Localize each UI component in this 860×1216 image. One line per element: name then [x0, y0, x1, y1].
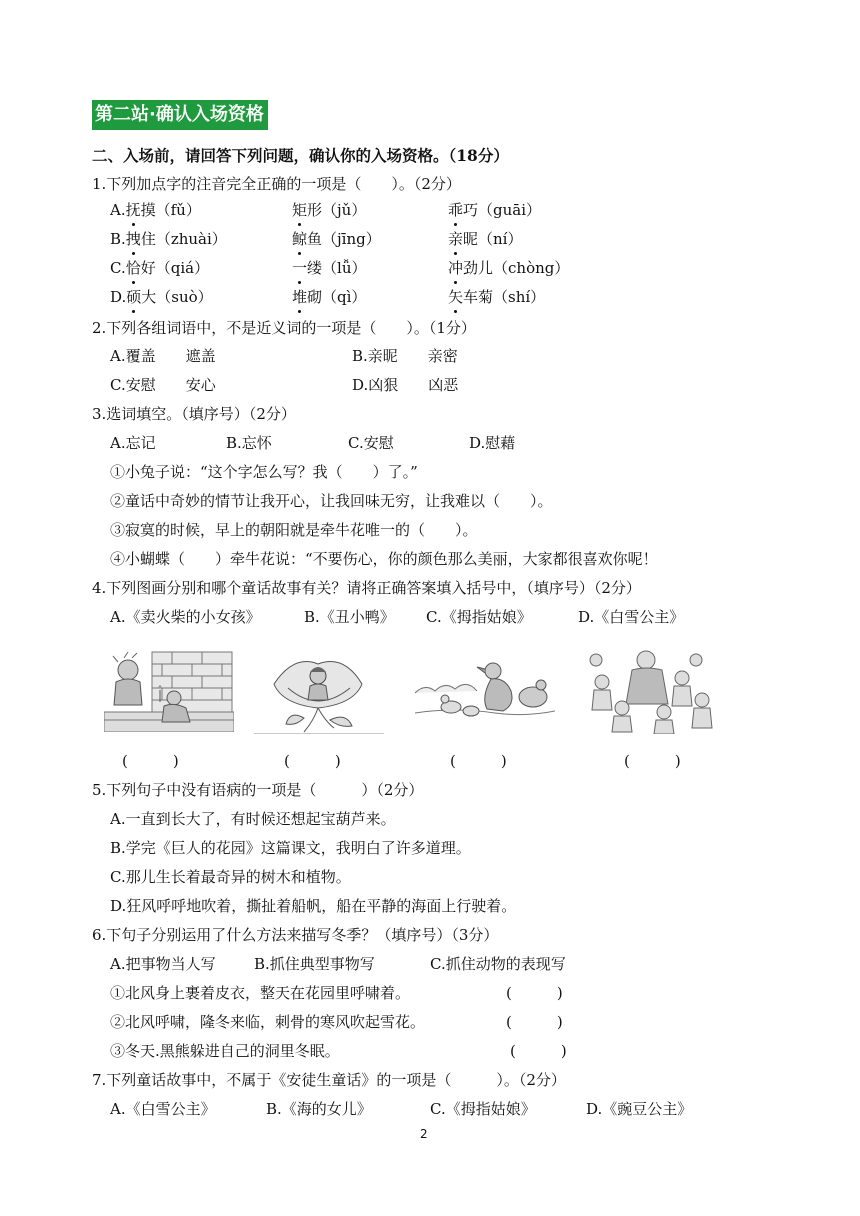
q1-option-b-word-3: [448, 229, 522, 249]
q1-option-letter: D.: [110, 288, 127, 306]
q5-option-b: B.学完《巨人的花园》这篇课文，我明白了许多道理。: [110, 839, 471, 857]
q1-option-d-word-1: [110, 287, 213, 307]
q2-option-b: B.亲昵 亲密: [352, 347, 458, 365]
q6-option-b: B.抓住典型事物写: [254, 955, 375, 973]
q4-answer-blank-1[interactable]: ( ): [122, 752, 179, 770]
q1-pinyin-text: 好（qiá）: [140, 259, 210, 277]
q1-pinyin-text: 缕（lǚ）: [307, 259, 367, 277]
q3-sentence-3: ③寂寞的时候，早上的朝阳就是牵牛花唯一的（ ）。: [110, 521, 478, 539]
q1-dotted-character: 乖: [448, 201, 464, 219]
q1-dotted-character: 堆: [292, 288, 308, 306]
section-banner: 第二站·确认入场资格: [92, 100, 268, 130]
q1-pinyin-text: 砌（qì）: [307, 288, 367, 306]
q1-dotted-character: 冲: [448, 259, 464, 277]
q2-option-c: C.安慰 安心: [110, 376, 216, 394]
q6-sentence-2: ②北风呼啸，隆冬来临，刺骨的寒风吹起雪花。: [110, 1013, 426, 1031]
q5-option-c: C.那儿生长着最奇异的树木和植物。: [110, 868, 351, 886]
q3-option-d: D.慰藉: [469, 434, 516, 452]
section-heading: 二、入场前，请回答下列问题，确认你的入场资格。（18分）: [92, 146, 509, 165]
q1-option-d-word-2: [292, 287, 366, 307]
q1-dotted-character: 矩: [292, 201, 308, 219]
q4-option-a: A.《卖火柴的小女孩》: [110, 608, 261, 626]
q3-option-c: C.安慰: [348, 434, 394, 452]
q6-answer-blank-2[interactable]: ( ): [506, 1013, 563, 1031]
q1-pinyin-text: 鱼（jīng）: [307, 230, 381, 248]
q1-option-a-word-3: [448, 200, 541, 220]
q1-dotted-character: 硕: [126, 288, 142, 306]
q1-pinyin-text: 摸（fǔ）: [140, 201, 201, 219]
q1-stem: 1.下列加点字的注音完全正确的一项是（ ）。（2分）: [92, 175, 461, 193]
q1-pinyin-text: 昵（ní）: [463, 230, 523, 248]
q6-option-c: C.抓住动物的表现写: [430, 955, 566, 973]
q1-option-a-word-1: [110, 200, 201, 220]
q1-dotted-character: 拽: [125, 230, 141, 248]
q1-pinyin-text: 车菊（shí）: [463, 288, 546, 306]
q1-option-c-word-2: [292, 258, 366, 278]
q3-sentence-2: ②童话中奇妙的情节让我开心，让我回味无穷，让我难以（ ）。: [110, 492, 553, 510]
q6-answer-blank-1[interactable]: ( ): [506, 984, 563, 1002]
q5-option-a: A.一直到长大了，有时候还想起宝葫芦来。: [110, 810, 396, 828]
q3-stem: 3.选词填空。（填序号）（2分）: [92, 405, 296, 423]
q4-answer-blank-2[interactable]: ( ): [284, 752, 341, 770]
q3-sentence-1: ①小兔子说：“这个字怎么写？我（ ）了。”: [110, 463, 418, 481]
q6-option-a: A.把事物当人写: [110, 955, 216, 973]
q6-sentence-1: ①北风身上裹着皮衣，整天在花园里呼啸着。: [110, 984, 411, 1002]
q1-option-b-word-2: [292, 229, 381, 249]
q4-answer-blank-3[interactable]: ( ): [450, 752, 507, 770]
thumbelina-picture: [254, 654, 384, 734]
q1-pinyin-text: 劲儿（chòng）: [463, 259, 570, 277]
q7-option-c: C.《拇指姑娘》: [430, 1100, 536, 1118]
q1-dotted-character: 矢: [448, 288, 464, 306]
q6-stem: 6.下句子分别运用了什么方法来描写冬季？（填序号）（3分）: [92, 926, 499, 944]
q1-option-letter: B.: [110, 230, 126, 248]
q3-option-b: B.忘怀: [226, 434, 272, 452]
q1-option-c-word-1: [110, 258, 209, 278]
q1-pinyin-text: 形（jǔ）: [307, 201, 367, 219]
match-girl-picture: [104, 650, 234, 732]
q4-option-b: B.《丑小鸭》: [304, 608, 395, 626]
q1-pinyin-text: 住（zhuài）: [140, 230, 227, 248]
q4-option-d: D.《白雪公主》: [578, 608, 685, 626]
q1-option-letter: C.: [110, 259, 126, 277]
q2-option-d: D.凶狠 凶恶: [352, 376, 459, 394]
q1-pinyin-text: 巧（guāi）: [463, 201, 542, 219]
q1-option-a-word-2: [292, 200, 366, 220]
q7-option-b: B.《海的女儿》: [266, 1100, 372, 1118]
q1-option-c-word-3: [448, 258, 569, 278]
q7-option-d: D.《豌豆公主》: [586, 1100, 693, 1118]
q1-option-letter: A.: [110, 201, 126, 219]
q7-option-a: A.《白雪公主》: [110, 1100, 216, 1118]
q1-dotted-character: 恰: [125, 259, 141, 277]
q5-option-d: D.狂风呼呼地吹着，撕扯着船帆，船在平静的海面上行驶着。: [110, 897, 517, 915]
q1-pinyin-text: 大（suò）: [141, 288, 213, 306]
q2-option-a: A.覆盖 遮盖: [110, 347, 216, 365]
q1-dotted-character: 一: [292, 259, 308, 277]
snow-white-picture: [584, 648, 720, 734]
q7-stem: 7.下列童话故事中，不属于《安徒生童话》的一项是（ ）。（2分）: [92, 1071, 566, 1089]
q3-sentence-4: ④小蝴蝶（ ）牵牛花说：“不要伤心，你的颜色那么美丽，大家都很喜欢你呢！: [110, 550, 658, 568]
q4-option-c: C.《拇指姑娘》: [426, 608, 532, 626]
q3-option-a: A.忘记: [110, 434, 156, 452]
ugly-duckling-picture: [415, 657, 555, 723]
q4-stem: 4.下列图画分别和哪个童话故事有关？请将正确答案填入括号中，（填序号）（2分）: [92, 579, 641, 597]
q1-option-b-word-1: [110, 229, 227, 249]
q6-sentence-3: ③冬天.黑熊躲进自己的洞里冬眠。: [110, 1042, 340, 1060]
q1-dotted-character: 抚: [125, 201, 141, 219]
q4-answer-blank-4[interactable]: ( ): [624, 752, 681, 770]
q5-stem: 5.下列句子中没有语病的一项是（ ）（2分）: [92, 781, 424, 799]
page-number: 2: [420, 1127, 428, 1141]
q1-option-d-word-3: [448, 287, 545, 307]
q1-dotted-character: 鲸: [292, 230, 308, 248]
q2-stem: 2.下列各组词语中，不是近义词的一项是（ ）。（1分）: [92, 319, 476, 337]
q1-dotted-character: 亲: [448, 230, 464, 248]
q6-answer-blank-3[interactable]: ( ): [510, 1042, 567, 1060]
